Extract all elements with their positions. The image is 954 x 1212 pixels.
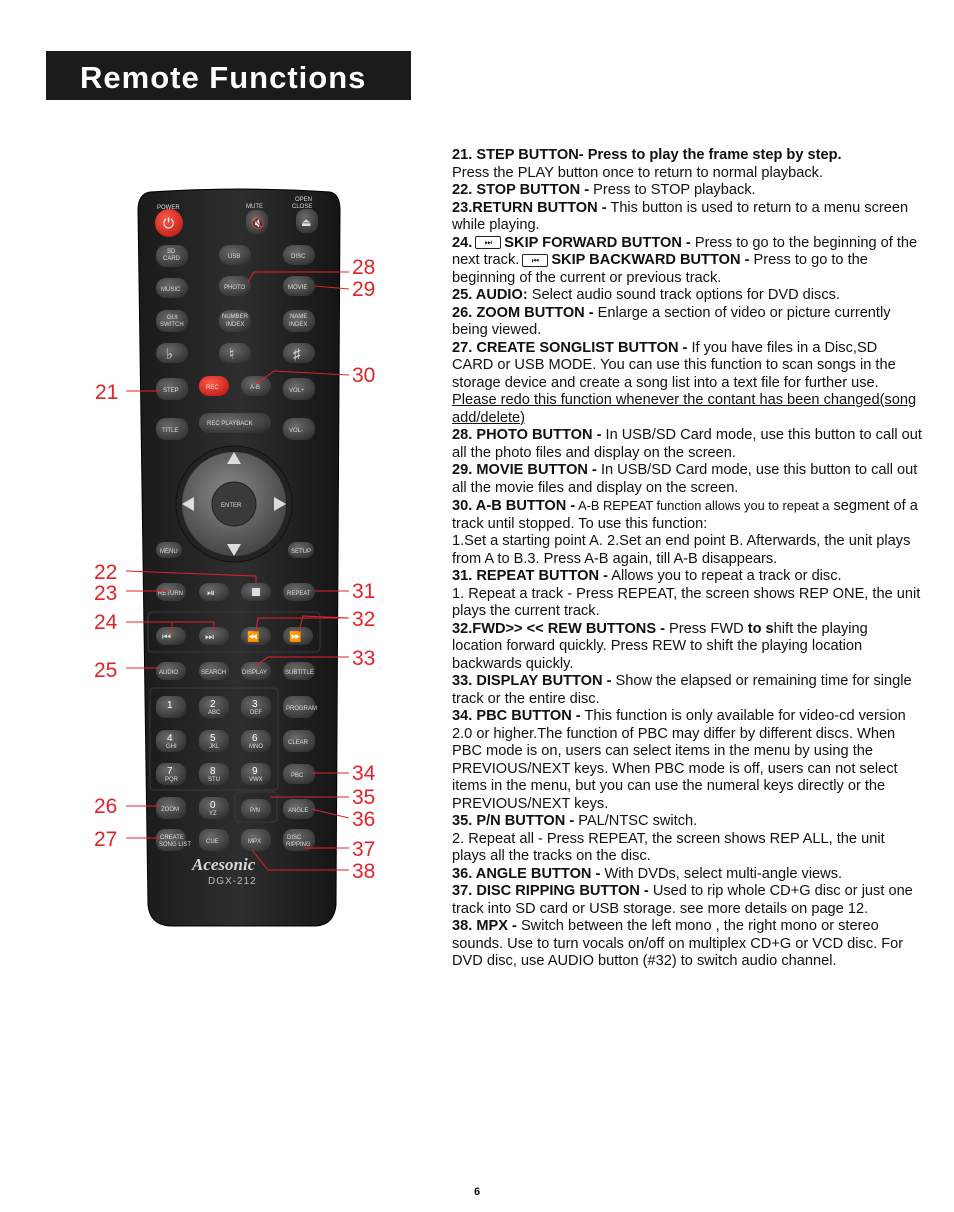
desc-29 [452, 462, 922, 497]
description-text: Select audio sound track options for DVD discs. [527, 287, 840, 303]
remote-part: NAME [290, 314, 308, 320]
remote-part: 22 [94, 561, 118, 584]
description-text: With DVDs, select multi-angle views. [600, 865, 843, 882]
description-text: 35. P/N BUTTON - [452, 813, 575, 829]
desc-31 [452, 568, 922, 621]
remote-part: 30 [352, 364, 376, 387]
svg-text:⏭: ⏭ [205, 632, 214, 643]
svg-text:⏯: ⏯ [207, 588, 215, 599]
description-text: PAL/NTSC switch. [574, 813, 698, 829]
remote-part [156, 310, 188, 332]
remote-part: AUDIO [159, 670, 179, 676]
description-text: 29. MOVIE BUTTON - [452, 462, 597, 478]
desc-34 [452, 708, 922, 813]
description-text: SKIP BACKWARD BUTTON - [551, 252, 750, 268]
remote-part: 33 [352, 647, 376, 670]
description-text: Press FWD [665, 620, 748, 637]
remote-part: NUMBER [222, 314, 249, 320]
remote-part [219, 343, 251, 363]
remote-part: DISC [287, 835, 302, 841]
model-label: DGX-212 [208, 876, 257, 887]
remote-part: 0 [210, 800, 216, 811]
description-text: hift the playing location forward quickly. Press REW to shift the playing location backwards quickly. [452, 620, 868, 672]
remote-part: ♭ [166, 346, 174, 363]
description-text: A-B REPEAT function allows you to repeat a [575, 498, 830, 513]
remote-part: PBC [291, 773, 304, 779]
remote-part: DISC [291, 254, 306, 260]
speaker-mute-icon: 🔇 [251, 218, 265, 230]
desc-38 [452, 918, 922, 971]
remote-part: MNO [249, 744, 263, 750]
desc-28 [452, 427, 922, 462]
desc-36 [452, 866, 922, 884]
description-text: 32.FWD>> << REW BUTTONS - [452, 620, 665, 637]
remote-part: 31 [352, 580, 376, 603]
description-text: 21. STEP BUTTON- [452, 147, 584, 163]
description-text: 28. PHOTO BUTTON - [452, 427, 602, 443]
remote-part: SWITCH [160, 322, 184, 328]
description-text: 26. ZOOM BUTTON - [452, 304, 594, 321]
description-text: Press to play the frame step by step. [583, 147, 842, 163]
remote-part: ANGLE [288, 808, 309, 814]
remote-part: SD [167, 249, 176, 255]
page-title: Remote Functions [80, 60, 367, 95]
description-text: Enlarge a section of video or picture currently being viewed. [452, 304, 891, 338]
skip-forward-icon: ⏭ [475, 236, 501, 249]
description-text: Show the elapsed or remaining time for single track or the entire disc. [452, 673, 912, 707]
svg-text:⏮: ⏮ [162, 632, 171, 643]
description-text: Used to rip whole CD+G disc or just one track into SD card or USB storage. see more details on page 12. [452, 883, 913, 917]
remote-part: 37 [352, 838, 376, 861]
desc-22 [452, 182, 922, 200]
description-text: 30. A-B BUTTON - [452, 498, 576, 514]
remote-part: 4 [167, 733, 173, 744]
remote-part: P/N [250, 808, 261, 814]
remote-part: 5 [210, 733, 216, 744]
remote-part: RIPPING [286, 842, 311, 848]
description-text: Press to STOP playback. [589, 182, 756, 198]
desc-26 [452, 305, 922, 340]
description-text: 22. STOP BUTTON - [452, 182, 590, 198]
desc-32 [452, 621, 922, 674]
description-text: 33. DISPLAY BUTTON - [452, 673, 612, 689]
remote-part: PROGRAM [286, 706, 318, 712]
open-label: OPEN [295, 197, 313, 203]
description-text: 34. PBC BUTTON - [452, 708, 581, 724]
desc-30 [452, 497, 922, 568]
remote-part: 35 [352, 786, 376, 809]
remote-part: VWX [249, 777, 263, 783]
remote-part: SETUP [291, 549, 312, 555]
description-text: Switch between the left mono , the right mono or stereo sounds. Use to turn vocals on/off on multiplex CD+G or VCD disc. For DVD disc, use AUDIO button (#32) to switch audio channel. [452, 918, 904, 969]
remote-part: MOVIE [288, 285, 308, 291]
remote-part: 27 [94, 828, 118, 851]
remote-part: MENU [160, 549, 178, 555]
description-text: This button is used to return to a menu screen while playing. [452, 199, 909, 233]
description-text: SKIP FORWARD BUTTON - [504, 234, 691, 251]
remote-part: 34 [352, 762, 376, 785]
svg-text:⏩: ⏩ [289, 632, 302, 643]
remote-part: ♯ [293, 346, 301, 363]
remote-part: INDEX [226, 322, 245, 328]
description-text: 37. DISC RIPPING BUTTON - [452, 883, 649, 899]
remote-part: CUE [206, 839, 219, 845]
remote-part: 32 [352, 608, 376, 631]
description-text: 1. Repeat a track - Press REPEAT, the screen shows REP ONE, the unit plays the current track. [452, 585, 921, 619]
remote-part: 7 [167, 766, 173, 777]
description-text: Allows you to repeat a track or disc. [607, 568, 842, 584]
power-icon: ⏻ [163, 215, 175, 231]
description-text: Press to go to the beginning of the next track. [452, 234, 918, 268]
desc-23 [452, 200, 922, 235]
desc-33 [452, 673, 922, 708]
close-label: CLOSE [292, 204, 313, 210]
description-text: 36. ANGLE BUTTON - [452, 865, 601, 882]
remote-part: PQR [165, 777, 179, 783]
remote-part: INDEX [289, 322, 308, 328]
desc-21 [452, 147, 922, 182]
remote-part: SUBTITLE [285, 670, 314, 676]
remote-part: VOL- [289, 428, 304, 434]
remote-part: DEF [250, 710, 262, 716]
remote-part: REC [206, 385, 219, 391]
remote-part: ENTER [221, 503, 242, 509]
remote-part: ABC [208, 710, 221, 716]
description-text: 38. MPX - [452, 918, 517, 934]
remote-part: 8 [210, 766, 216, 777]
remote-part: 23 [94, 582, 118, 605]
description-text: Press to go to the beginning of the current or previous track. [452, 252, 868, 286]
description-text: 27. CREATE SONGLIST BUTTON - [452, 339, 688, 356]
remote-part: VOL+ [289, 388, 305, 394]
description-text: Please redo this function whenever the contant has been changed(song add/delete) [452, 392, 917, 426]
remote-part: CLEAR [288, 740, 309, 746]
remote-part: CREATE [160, 835, 184, 841]
remote-part: STU [208, 777, 220, 783]
description-text: 25. AUDIO: [452, 287, 528, 303]
description-text: 1.Set a starting point A. 2.Set an end point B. Afterwards, the unit plays from A to B.3. Press A-B again, till A-B disappears. [452, 533, 911, 567]
remote-part: CARD [163, 256, 181, 262]
description-text: 2. Repeat all - Press REPEAT, the screen shows REP ALL, the unit plays all the tracks on the disc. [452, 830, 885, 864]
remote-part: DISPLAY [242, 670, 267, 676]
remote-part: SONG LIST [159, 842, 192, 848]
remote-part: 36 [352, 808, 376, 831]
desc-24 [452, 235, 922, 288]
remote-part: 3 [252, 699, 258, 710]
mute-label: MUTE [246, 204, 263, 210]
eject-icon: ⏏ [301, 217, 312, 229]
remote-part: 24 [94, 611, 118, 634]
power-label: POWER [157, 205, 180, 211]
remote-part: 26 [94, 795, 118, 818]
svg-text:⏪: ⏪ [247, 632, 260, 643]
remote-part: GHI [166, 744, 177, 750]
skip-backward-icon: ⏮ [522, 254, 548, 267]
desc-37 [452, 883, 922, 918]
remote-part: 2 [210, 699, 216, 710]
description-text: 31. REPEAT BUTTON - [452, 568, 608, 584]
remote-part: 21 [95, 381, 119, 404]
remote-part: PHOTO [224, 285, 246, 291]
description-text: In USB/SD Card mode, use this button to call out all the photo files and display on the screen. [452, 427, 922, 461]
remote-part: RETURN [158, 591, 183, 597]
description-text: 24. [452, 234, 473, 251]
remote-part: ZOOM [161, 807, 179, 813]
remote-part: 1 [167, 700, 173, 711]
description-text: If you have files in a Disc,SD CARD or USB MODE. You can use this function to scan songs in the storage device and create a song list into a text file for further use. [452, 339, 896, 391]
remote-part: A-B [250, 385, 261, 391]
remote-part: 29 [352, 278, 376, 301]
button-descriptions [452, 147, 922, 971]
description-text: In USB/SD Card mode, use this button to call out all the movie files and display on the screen. [452, 462, 918, 496]
desc-25 [452, 287, 922, 305]
remote-part: USB [228, 254, 241, 260]
remote-part: YZ [209, 811, 217, 817]
desc-35 [452, 813, 922, 866]
remote-part: 9 [252, 766, 258, 777]
remote-part: TITLE [162, 428, 179, 434]
remote-part: ♮ [229, 346, 235, 363]
remote-part: 25 [94, 659, 118, 682]
remote-part: GUI [167, 315, 178, 321]
remote-part: STEP [163, 388, 179, 394]
remote-part: MUSIC [161, 287, 181, 293]
remote-part: 38 [352, 860, 376, 883]
description-text: 23.RETURN BUTTON - [452, 199, 607, 216]
description-text: to s [747, 620, 774, 637]
description-text: Press the PLAY button once to return to normal playback. [452, 164, 823, 181]
remote-part: REC PLAYBACK [207, 421, 253, 427]
remote-part: 6 [252, 733, 258, 744]
remote-part: REPEAT [287, 591, 311, 597]
desc-27 [452, 340, 922, 428]
description-text: This function is only available for video-cd version 2.0 or higher.The function of PBC may differ by different discs. When PBC mode is on, users can select items in the menu by using the PREVIOUS/NEXT keys. When PBC mode is off, users can not select items in the menu, but you can use the numeral keys directly or the PREVIOUS/NEXT keys. [452, 708, 906, 812]
description-text: segment of a track until stopped. To use this function: [452, 498, 918, 532]
remote-part [252, 588, 260, 596]
page-number: 6 [473, 1186, 481, 1198]
remote-part [156, 627, 186, 645]
remote-part: SEARCH [201, 670, 227, 676]
remote-part: MPX [248, 839, 262, 845]
remote-part: 28 [352, 256, 376, 279]
remote-part: JKL [209, 744, 220, 750]
brand-logo: Acesonic [192, 855, 256, 874]
